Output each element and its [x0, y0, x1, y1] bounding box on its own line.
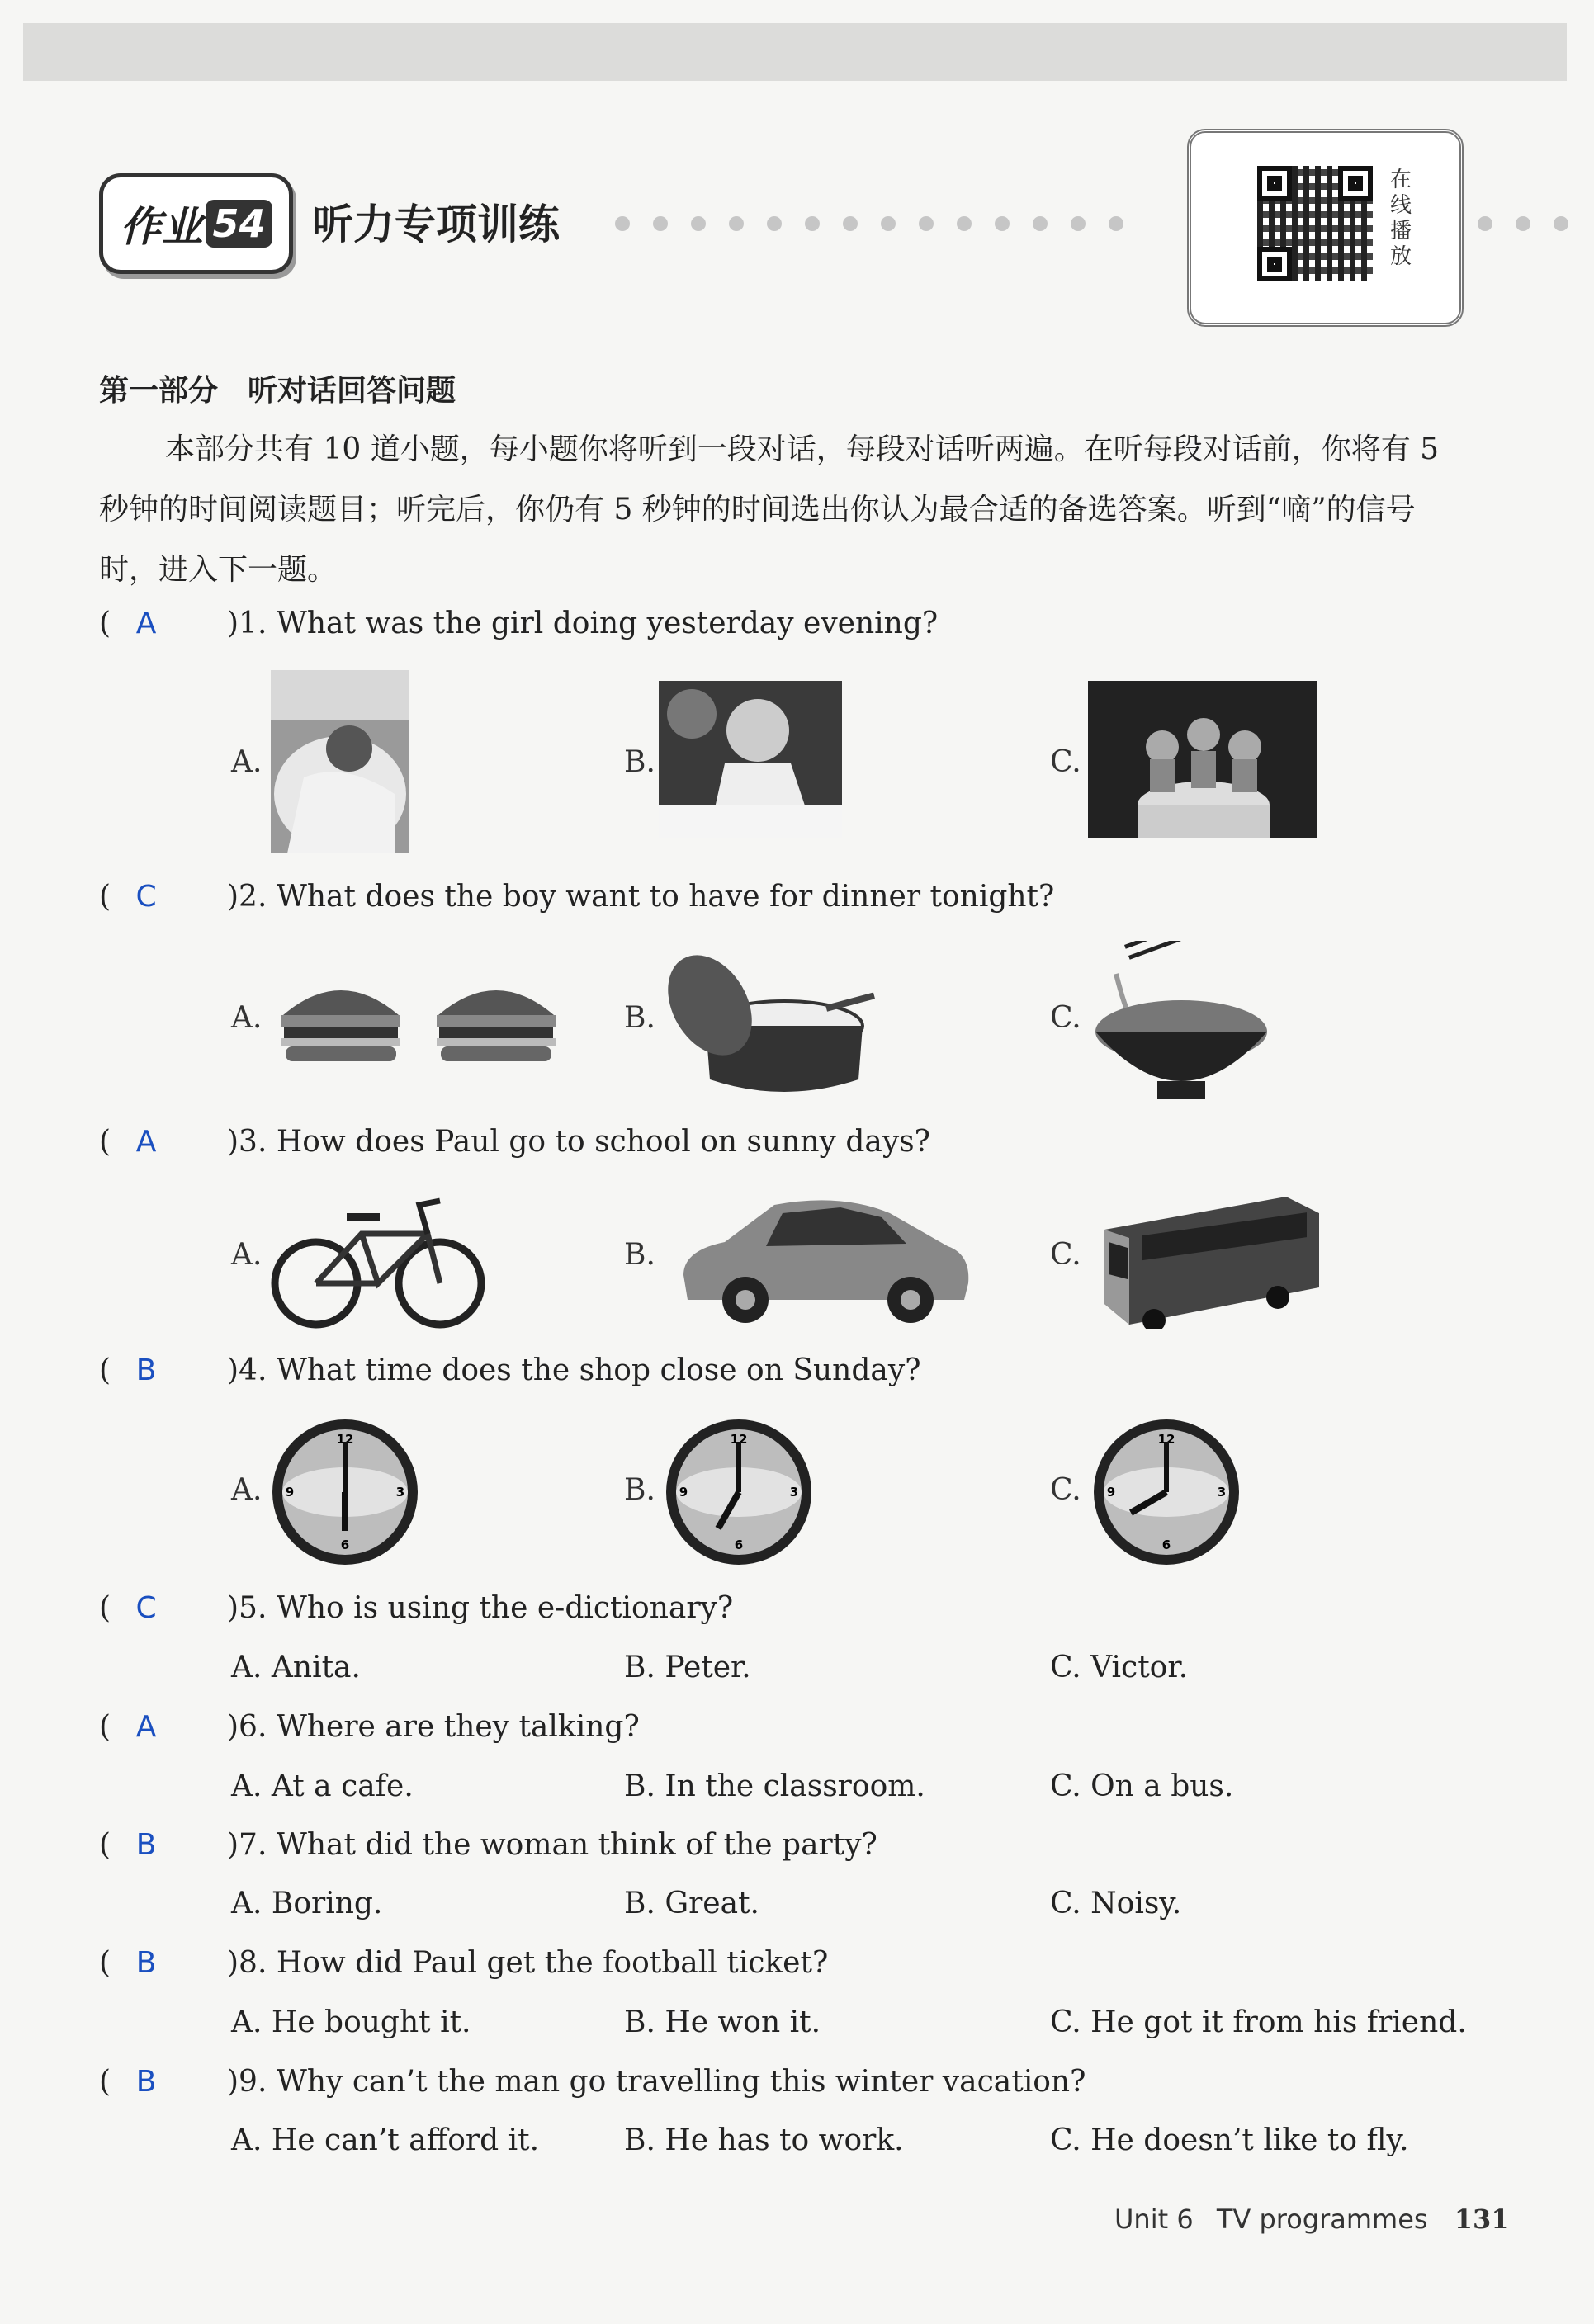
noodles-bowl-icon[interactable] — [1091, 941, 1271, 1106]
footer-title: TV programmes — [1216, 2204, 1428, 2235]
answer-bracket: ( B — [99, 1828, 227, 1862]
option-c[interactable]: C. On a bus. — [1050, 1769, 1234, 1803]
question-9 — [99, 2065, 1086, 2099]
question-number: )4. — [227, 1353, 267, 1387]
clock-eight-icon[interactable] — [1090, 1415, 1243, 1569]
section-title: 第一部分 听对话回答问题 — [99, 374, 456, 408]
question-text: Who is using the e-dictionary? — [276, 1591, 734, 1625]
question-text: How did Paul get the football ticket? — [276, 1946, 829, 1980]
svg-text:9: 9 — [285, 1485, 295, 1500]
question-text: Why can’t the man go travelling this winter vacation? — [276, 2065, 1086, 2099]
answer-mark: C — [135, 1591, 157, 1625]
family-dinner-icon[interactable] — [1088, 681, 1317, 838]
option-letter: C. — [1050, 1473, 1081, 1507]
answer-mark: A — [135, 607, 157, 640]
option-a[interactable]: A. He bought it. — [231, 2005, 471, 2039]
answer-bracket: ( C — [99, 1591, 227, 1625]
clock-six-icon[interactable] — [268, 1415, 422, 1569]
answer-bracket: ( A — [99, 1710, 227, 1744]
question-number: )5. — [227, 1591, 267, 1625]
section-instructions: 本部分共有 10 道小题，每小题你将听到一段对话，每段对话听两遍。在听每段对话前，你将有 5 秒钟的时间阅读题目；听完后，你仍有 5 秒钟的时间选出你认为最合适的备选答案。听到“嘀”的信号时，进入下一题。 — [99, 432, 1440, 587]
decorative-dots — [615, 216, 1123, 233]
question-2 — [99, 880, 1054, 914]
page-number: 131 — [1454, 2204, 1510, 2235]
question-7 — [99, 1828, 877, 1862]
question-number: )1. — [227, 607, 267, 640]
option-letter: C. — [1050, 1238, 1081, 1272]
option-a[interactable]: A. At a cafe. — [231, 1769, 414, 1803]
option-letter: C. — [1050, 745, 1081, 779]
option-c[interactable]: C. Victor. — [1050, 1651, 1189, 1684]
svg-text:12: 12 — [730, 1432, 748, 1447]
svg-text:3: 3 — [789, 1485, 799, 1500]
question-number: )3. — [227, 1125, 267, 1159]
answer-mark: B — [135, 2065, 157, 2099]
svg-text:6: 6 — [1161, 1538, 1171, 1552]
decorative-dots-right — [1478, 216, 1568, 233]
question-1 — [99, 607, 938, 640]
svg-text:12: 12 — [336, 1432, 354, 1447]
option-letter: A. — [231, 1001, 263, 1035]
question-4 — [99, 1353, 921, 1387]
question-text: What was the girl doing yesterday evening? — [276, 607, 939, 640]
answer-mark: A — [135, 1710, 157, 1744]
question-number: )9. — [227, 2065, 267, 2099]
bus-icon[interactable] — [1096, 1188, 1326, 1329]
svg-text:3: 3 — [1217, 1485, 1227, 1500]
answer-bracket: ( C — [99, 880, 227, 914]
option-letter: B. — [624, 1001, 655, 1035]
homework-label: 作业 — [120, 203, 203, 251]
question-number: )2. — [227, 880, 267, 914]
option-b[interactable]: B. He won it. — [624, 2005, 821, 2039]
page-footer — [1114, 2204, 1510, 2235]
rice-pot-icon[interactable] — [660, 947, 877, 1099]
option-b[interactable]: B. He has to work. — [624, 2123, 904, 2157]
qr-code-box[interactable] — [1187, 129, 1464, 327]
svg-text:9: 9 — [1106, 1485, 1116, 1500]
qr-caption: 在 线 播 放 — [1389, 168, 1412, 269]
clock-seven-icon[interactable] — [662, 1415, 816, 1569]
homework-number: 54 — [206, 200, 272, 248]
girl-writing-icon[interactable] — [659, 681, 842, 838]
option-b[interactable]: B. Peter. — [624, 1651, 751, 1684]
option-b[interactable]: B. In the classroom. — [624, 1769, 925, 1803]
answer-bracket: ( B — [99, 1353, 227, 1387]
page-title: 听力专项训练 — [312, 201, 560, 248]
question-text: What time does the shop close on Sunday? — [276, 1353, 921, 1387]
answer-bracket: ( B — [99, 1946, 227, 1980]
question-5 — [99, 1591, 733, 1625]
option-letter: B. — [624, 745, 655, 779]
svg-text:9: 9 — [679, 1485, 688, 1500]
question-number: )6. — [227, 1710, 267, 1744]
answer-bracket: ( B — [99, 2065, 227, 2099]
question-text: What did the woman think of the party? — [276, 1828, 877, 1862]
question-number: )8. — [227, 1946, 267, 1980]
question-text: How does Paul go to school on sunny days? — [276, 1125, 930, 1159]
footer-unit: Unit 6 — [1114, 2204, 1194, 2235]
answer-mark: B — [135, 1828, 157, 1862]
option-a[interactable]: A. Anita. — [231, 1651, 361, 1684]
option-letter: A. — [231, 1473, 263, 1507]
question-6 — [99, 1710, 640, 1744]
bicycle-icon[interactable] — [271, 1188, 485, 1329]
svg-text:6: 6 — [734, 1538, 744, 1552]
option-c[interactable]: C. He doesn’t like to fly. — [1050, 2123, 1409, 2157]
option-letter: A. — [231, 1238, 263, 1272]
answer-mark: C — [135, 880, 157, 914]
question-text: What does the boy want to have for dinner tonight? — [276, 880, 1055, 914]
question-8 — [99, 1946, 828, 1980]
option-letter: B. — [624, 1238, 655, 1272]
option-letter: B. — [624, 1473, 655, 1507]
qr-code-icon[interactable] — [1257, 166, 1373, 281]
option-letter: A. — [231, 745, 263, 779]
option-a[interactable]: A. Boring. — [231, 1887, 383, 1920]
option-a[interactable]: A. He can’t afford it. — [231, 2123, 540, 2157]
answer-mark: A — [135, 1125, 157, 1159]
car-icon[interactable] — [675, 1184, 974, 1325]
svg-text:6: 6 — [340, 1538, 350, 1552]
option-b[interactable]: B. Great. — [624, 1887, 759, 1920]
answer-bracket: ( A — [99, 1125, 227, 1159]
sleeping-girl-icon[interactable] — [271, 670, 409, 853]
answer-mark: B — [135, 1353, 157, 1387]
svg-text:3: 3 — [395, 1485, 405, 1500]
option-c[interactable]: C. Noisy. — [1050, 1887, 1182, 1920]
question-3 — [99, 1125, 930, 1159]
question-text: Where are they talking? — [276, 1710, 640, 1744]
question-number: )7. — [227, 1828, 267, 1862]
answer-mark: B — [135, 1946, 157, 1980]
hamburgers-icon[interactable] — [279, 970, 560, 1069]
svg-text:12: 12 — [1157, 1432, 1175, 1447]
option-letter: C. — [1050, 1001, 1081, 1035]
option-c[interactable]: C. He got it from his friend. — [1050, 2005, 1467, 2039]
answer-bracket: ( A — [99, 607, 227, 640]
homework-badge — [99, 173, 293, 274]
